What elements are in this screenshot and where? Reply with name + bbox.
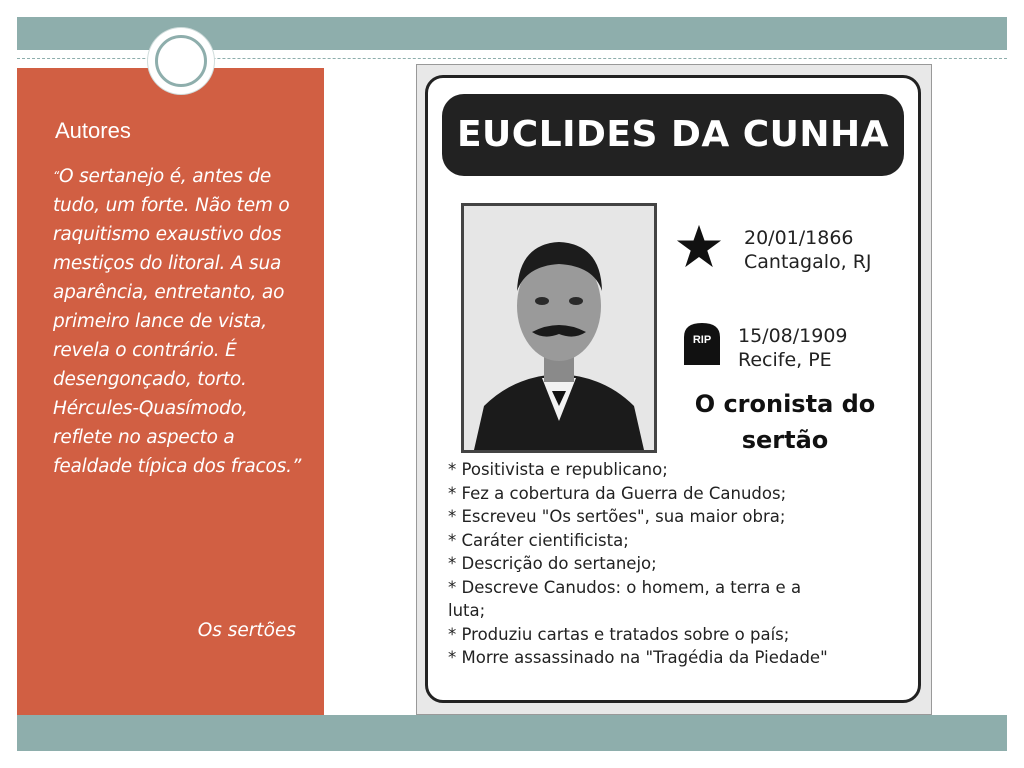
death-info xyxy=(738,324,848,372)
tombstone-rip-icon xyxy=(682,321,722,365)
rip-label: RIP xyxy=(692,334,712,346)
birth-place: Cantagalo, RJ xyxy=(744,251,872,273)
death-place: Recife, PE xyxy=(738,349,832,371)
facts-list xyxy=(448,458,924,670)
quote-source: Os sertões xyxy=(197,620,296,641)
bottom-band xyxy=(17,715,1007,751)
ring-inner xyxy=(155,35,207,87)
portrait-image xyxy=(461,203,657,453)
fact-item: * Produziu cartas e tratados sobre o país; xyxy=(448,624,790,644)
fact-item: * Descreve Canudos: o homem, a terra e a xyxy=(448,577,802,597)
subtitle-line-2: sertão xyxy=(741,426,829,454)
fact-item: * Caráter cientificista; xyxy=(448,530,629,550)
fact-item: * Descrição do sertanejo; xyxy=(448,554,657,573)
fact-item: * Positivista e republicano; xyxy=(448,460,668,479)
card-subtitle xyxy=(672,386,898,458)
fact-item: * Fez a cobertura da Guerra de Canudos; xyxy=(448,483,787,503)
ring-ornament-icon xyxy=(148,28,214,94)
author-name-banner: EUCLIDES DA CUNHA xyxy=(442,94,904,176)
author-card xyxy=(425,75,921,703)
death-date: 15/08/1909 xyxy=(738,325,848,347)
fact-item: luta; xyxy=(448,601,486,620)
fact-item: * Morre assassinado na "Tragédia da Piedade" xyxy=(448,648,828,667)
quote-open-mark: “ xyxy=(53,169,60,183)
quote-body: O sertanejo é, antes de tudo, um forte. Não tem o raquitismo exaustivo dos mestiços do litoral. A sua aparência, entretanto, ao primeiro lance de vista, revela o contrário. É desengonçado, torto. Hércules-Quasímodo, reflete no aspecto a fealdade típica dos fracos.” xyxy=(53,166,302,477)
quote-text xyxy=(53,162,303,481)
author-card-image xyxy=(416,64,932,715)
birth-info xyxy=(744,226,872,274)
subtitle-line-1: O cronista do xyxy=(694,390,876,418)
fact-item: * Escreveu "Os sertões", sua maior obra; xyxy=(448,507,786,526)
slide-heading: Autores xyxy=(55,118,131,143)
star-icon xyxy=(676,223,722,269)
birth-date: 20/01/1866 xyxy=(744,227,854,249)
portrait-drawing xyxy=(464,206,654,450)
